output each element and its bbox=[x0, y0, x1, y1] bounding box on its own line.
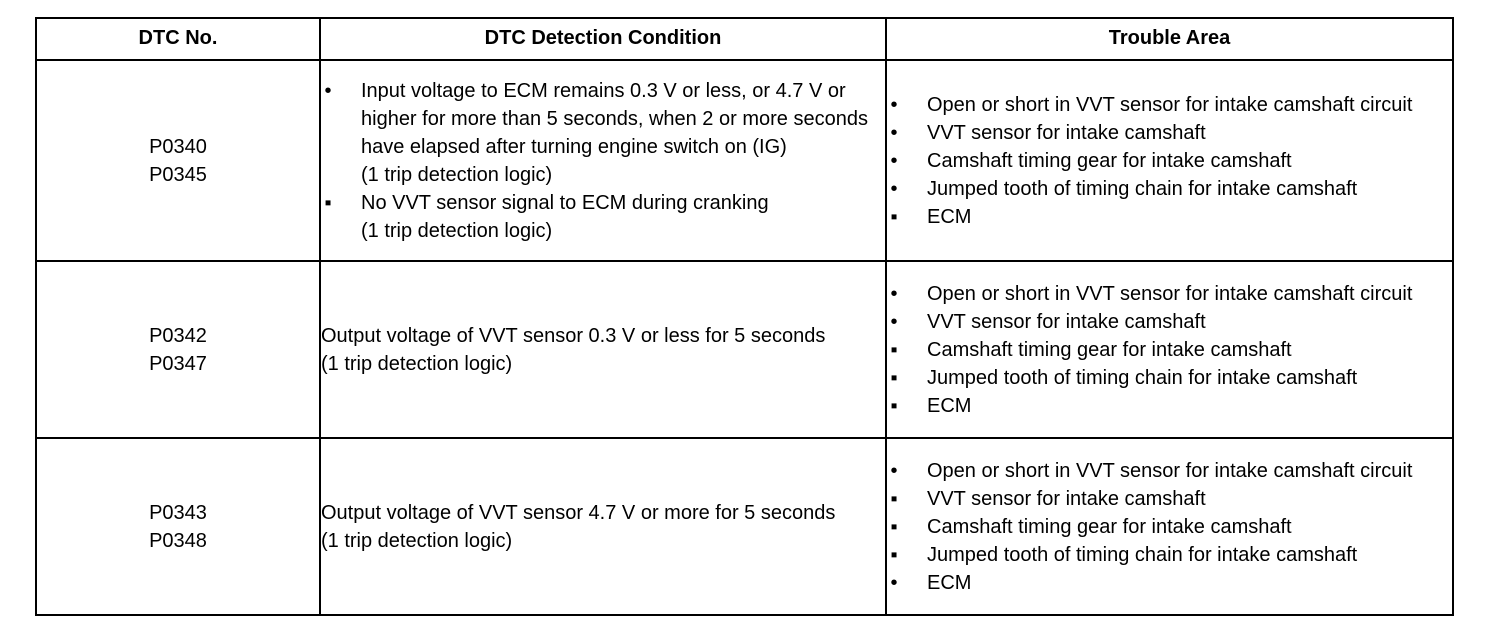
condition-item bbox=[321, 77, 885, 189]
trouble-area-item bbox=[887, 308, 1452, 336]
bullet-icon: ▪ bbox=[890, 515, 898, 538]
trouble-area-item bbox=[887, 541, 1452, 569]
trouble-area-item bbox=[887, 364, 1452, 392]
bullet-icon: • bbox=[890, 571, 898, 594]
trouble-area-item bbox=[887, 175, 1452, 203]
dtc-code-cell bbox=[36, 261, 320, 438]
bullet-icon: ▪ bbox=[890, 394, 898, 417]
bullet-icon: ▪ bbox=[890, 543, 898, 566]
condition-note: (1 trip detection logic) bbox=[321, 352, 513, 375]
trouble-area-item bbox=[887, 336, 1452, 364]
trouble-area-text: VVT sensor for intake camshaft bbox=[927, 487, 1206, 510]
trouble-area-text: ECM bbox=[927, 394, 972, 417]
trouble-area-text: ECM bbox=[927, 205, 972, 228]
dtc-code: P0343 bbox=[149, 501, 207, 524]
table-row bbox=[36, 438, 1453, 615]
bullet-icon: • bbox=[890, 177, 898, 200]
bullet-icon: ▪ bbox=[324, 191, 332, 214]
trouble-area-text: Camshaft timing gear for intake camshaft bbox=[927, 515, 1292, 538]
dtc-code: P0348 bbox=[149, 529, 207, 552]
header-dtc-no: DTC No. bbox=[36, 18, 320, 60]
condition-text: No VVT sensor signal to ECM during cranking bbox=[361, 191, 769, 214]
bullet-icon: • bbox=[890, 93, 898, 116]
trouble-area-cell bbox=[886, 60, 1453, 261]
bullet-icon: ▪ bbox=[890, 487, 898, 510]
trouble-area-item bbox=[887, 280, 1452, 308]
dtc-code-cell bbox=[36, 438, 320, 615]
dtc-code: P0345 bbox=[149, 163, 207, 186]
trouble-area-item bbox=[887, 569, 1452, 597]
bullet-icon: • bbox=[890, 149, 898, 172]
trouble-area-text: VVT sensor for intake camshaft bbox=[927, 310, 1206, 333]
condition-text: Output voltage of VVT sensor 0.3 V or less for 5 seconds bbox=[321, 324, 826, 347]
bullet-icon: ▪ bbox=[890, 205, 898, 228]
condition-item bbox=[321, 189, 885, 245]
bullet-icon: ▪ bbox=[890, 366, 898, 389]
trouble-area-text: Jumped tooth of timing chain for intake camshaft bbox=[927, 177, 1358, 200]
trouble-area-text: Jumped tooth of timing chain for intake camshaft bbox=[927, 543, 1358, 566]
dtc-code: P0347 bbox=[149, 352, 207, 375]
bullet-icon: • bbox=[890, 282, 898, 305]
header-row bbox=[36, 18, 1453, 60]
trouble-area-item bbox=[887, 147, 1452, 175]
dtc-code: P0342 bbox=[149, 324, 207, 347]
condition-note: (1 trip detection logic) bbox=[361, 219, 553, 242]
trouble-area-cell bbox=[886, 261, 1453, 438]
detection-condition-cell bbox=[320, 60, 886, 261]
condition-text: Output voltage of VVT sensor 4.7 V or more for 5 seconds bbox=[321, 501, 836, 524]
trouble-area-text: Open or short in VVT sensor for intake camshaft circuit bbox=[927, 93, 1413, 116]
table-row bbox=[36, 261, 1453, 438]
trouble-area-item bbox=[887, 513, 1452, 541]
dtc-code: P0340 bbox=[149, 135, 207, 158]
trouble-area-text: Jumped tooth of timing chain for intake camshaft bbox=[927, 366, 1358, 389]
trouble-area-text: ECM bbox=[927, 571, 972, 594]
trouble-area-cell bbox=[886, 438, 1453, 615]
trouble-area-item bbox=[887, 119, 1452, 147]
bullet-icon: • bbox=[890, 121, 898, 144]
trouble-area-text: VVT sensor for intake camshaft bbox=[927, 121, 1206, 144]
bullet-icon: • bbox=[324, 79, 332, 102]
condition-note: (1 trip detection logic) bbox=[321, 529, 513, 552]
trouble-area-text: Camshaft timing gear for intake camshaft bbox=[927, 338, 1292, 361]
trouble-area-text: Open or short in VVT sensor for intake camshaft circuit bbox=[927, 282, 1413, 305]
bullet-icon: • bbox=[890, 459, 898, 482]
bullet-icon: ▪ bbox=[890, 338, 898, 361]
trouble-area-text: Camshaft timing gear for intake camshaft bbox=[927, 149, 1292, 172]
condition-note: (1 trip detection logic) bbox=[361, 163, 553, 186]
trouble-area-item bbox=[887, 91, 1452, 119]
trouble-area-item bbox=[887, 457, 1452, 485]
trouble-area-item bbox=[887, 203, 1452, 231]
bullet-icon: • bbox=[890, 310, 898, 333]
trouble-area-item bbox=[887, 485, 1452, 513]
detection-condition-cell bbox=[320, 261, 886, 438]
detection-condition-cell bbox=[320, 438, 886, 615]
header-detection-condition: DTC Detection Condition bbox=[320, 18, 886, 60]
header-trouble-area: Trouble Area bbox=[886, 18, 1453, 60]
dtc-table bbox=[35, 17, 1454, 616]
dtc-code-cell bbox=[36, 60, 320, 261]
table-row bbox=[36, 60, 1453, 261]
trouble-area-text: Open or short in VVT sensor for intake camshaft circuit bbox=[927, 459, 1413, 482]
trouble-area-item bbox=[887, 392, 1452, 420]
condition-text: Input voltage to ECM remains 0.3 V or less, or 4.7 V or higher for more than 5 seconds, when 2 or more seconds have elapsed after turning engine switch on (IG) bbox=[361, 79, 868, 158]
